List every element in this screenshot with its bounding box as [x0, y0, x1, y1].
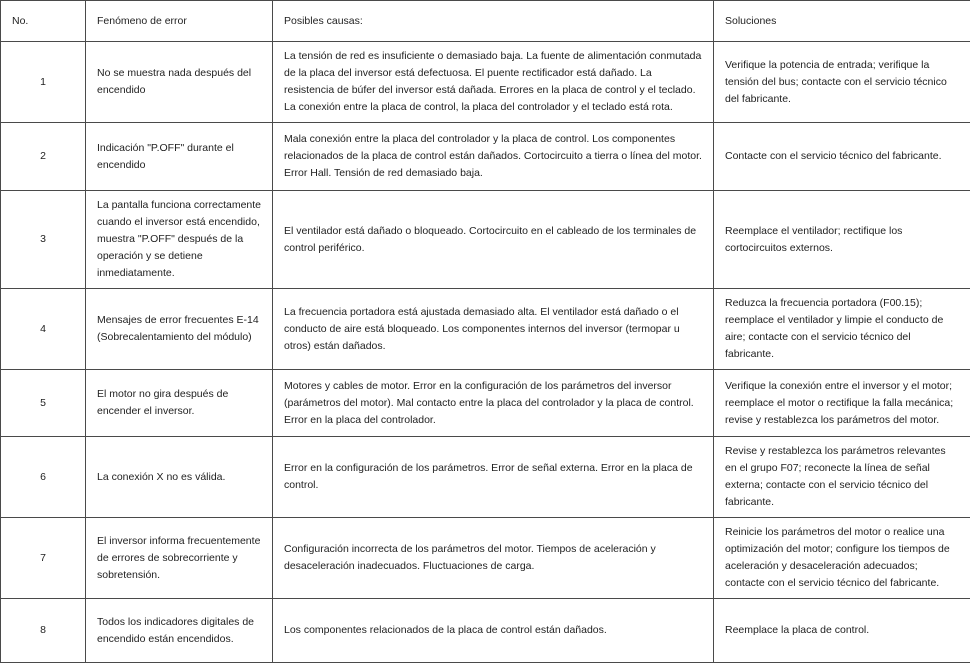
- row-phenomenon: Todos los indicadores digitales de encendido están encendidos.: [86, 599, 273, 663]
- row-solutions: Reduzca la frecuencia portadora (F00.15); reemplace el ventilador y limpie el conducto de aire; contacte con el servicio técnico del fabricante.: [714, 289, 970, 370]
- row-causes: Configuración incorrecta de los parámetros del motor. Tiempos de aceleración y desaceleración inadecuados. Fluctuaciones de carga.: [273, 518, 714, 599]
- row-solutions: Verifique la potencia de entrada; verifique la tensión del bus; contacte con el servicio técnico del fabricante.: [714, 42, 970, 123]
- table-body: [1, 42, 970, 663]
- row-causes: Motores y cables de motor. Error en la configuración de los parámetros del inversor (parámetros del motor). Mal contacto entre la placa del controlador y la placa de control. Error en la placa del controlador.: [273, 370, 714, 437]
- row-solutions: Reemplace el ventilador; rectifique los cortocircuitos externos.: [714, 191, 970, 289]
- row-number: 6: [1, 437, 86, 518]
- table-row: [1, 191, 970, 289]
- row-phenomenon: La conexión X no es válida.: [86, 437, 273, 518]
- table-row: [1, 437, 970, 518]
- row-number: 1: [1, 42, 86, 123]
- table-row: [1, 289, 970, 370]
- row-number: 7: [1, 518, 86, 599]
- row-causes: El ventilador está dañado o bloqueado. Cortocircuito en el cableado de los terminales de control periférico.: [273, 191, 714, 289]
- row-number: 3: [1, 191, 86, 289]
- row-number: 2: [1, 123, 86, 191]
- row-causes: Error en la configuración de los parámetros. Error de señal externa. Error en la placa de control.: [273, 437, 714, 518]
- column-header-no: No.: [1, 1, 86, 42]
- row-causes: Mala conexión entre la placa del controlador y la placa de control. Los componentes relacionados de la placa de control están dañados. Cortocircuito a tierra o línea del motor. Error Hall. Tensión de red demasiado baja.: [273, 123, 714, 191]
- row-causes: La frecuencia portadora está ajustada demasiado alta. El ventilador está dañado o el conducto de aire está bloqueado. Los componentes internos del inversor (termopar u otros) están dañados.: [273, 289, 714, 370]
- table-row: [1, 599, 970, 663]
- column-header-solutions: Soluciones: [714, 1, 970, 42]
- row-solutions: Verifique la conexión entre el inversor y el motor; reemplace el motor o rectifique la falla mecánica; revise y restablezca los parámetros del motor.: [714, 370, 970, 437]
- row-number: 4: [1, 289, 86, 370]
- table-row: [1, 370, 970, 437]
- row-solutions: Reinicie los parámetros del motor o realice una optimización del motor; configure los tiempos de aceleración y desaceleración adecuados; contacte con el servicio técnico del fabricante.: [714, 518, 970, 599]
- column-header-phenomenon: Fenómeno de error: [86, 1, 273, 42]
- row-phenomenon: Mensajes de error frecuentes E-14 (Sobrecalentamiento del módulo): [86, 289, 273, 370]
- row-phenomenon: No se muestra nada después del encendido: [86, 42, 273, 123]
- row-causes: Los componentes relacionados de la placa de control están dañados.: [273, 599, 714, 663]
- row-number: 8: [1, 599, 86, 663]
- row-solutions: Revise y restablezca los parámetros relevantes en el grupo F07; reconecte la línea de señal externa; contacte con el servicio técnico del fabricante.: [714, 437, 970, 518]
- row-phenomenon: La pantalla funciona correctamente cuando el inversor está encendido, muestra "P.OFF" después de la operación y se detiene inmediatamente.: [86, 191, 273, 289]
- column-header-causes: Posibles causas:: [273, 1, 714, 42]
- table-header: [1, 1, 970, 42]
- row-phenomenon: El motor no gira después de encender el inversor.: [86, 370, 273, 437]
- row-solutions: Contacte con el servicio técnico del fabricante.: [714, 123, 970, 191]
- row-causes: La tensión de red es insuficiente o demasiado baja. La fuente de alimentación conmutada de la placa del inversor está defectuosa. El puente rectificador está dañado. La resistencia de búfer del inversor está dañada. Errores en la placa de control y el teclado. La conexión entre la placa de control, la placa del controlador y el teclado está rota.: [273, 42, 714, 123]
- row-number: 5: [1, 370, 86, 437]
- row-solutions: Reemplace la placa de control.: [714, 599, 970, 663]
- table-row: [1, 42, 970, 123]
- table-header-row: [1, 1, 970, 42]
- table-row: [1, 518, 970, 599]
- row-phenomenon: Indicación "P.OFF" durante el encendido: [86, 123, 273, 191]
- table-row: [1, 123, 970, 191]
- row-phenomenon: El inversor informa frecuentemente de errores de sobrecorriente y sobretensión.: [86, 518, 273, 599]
